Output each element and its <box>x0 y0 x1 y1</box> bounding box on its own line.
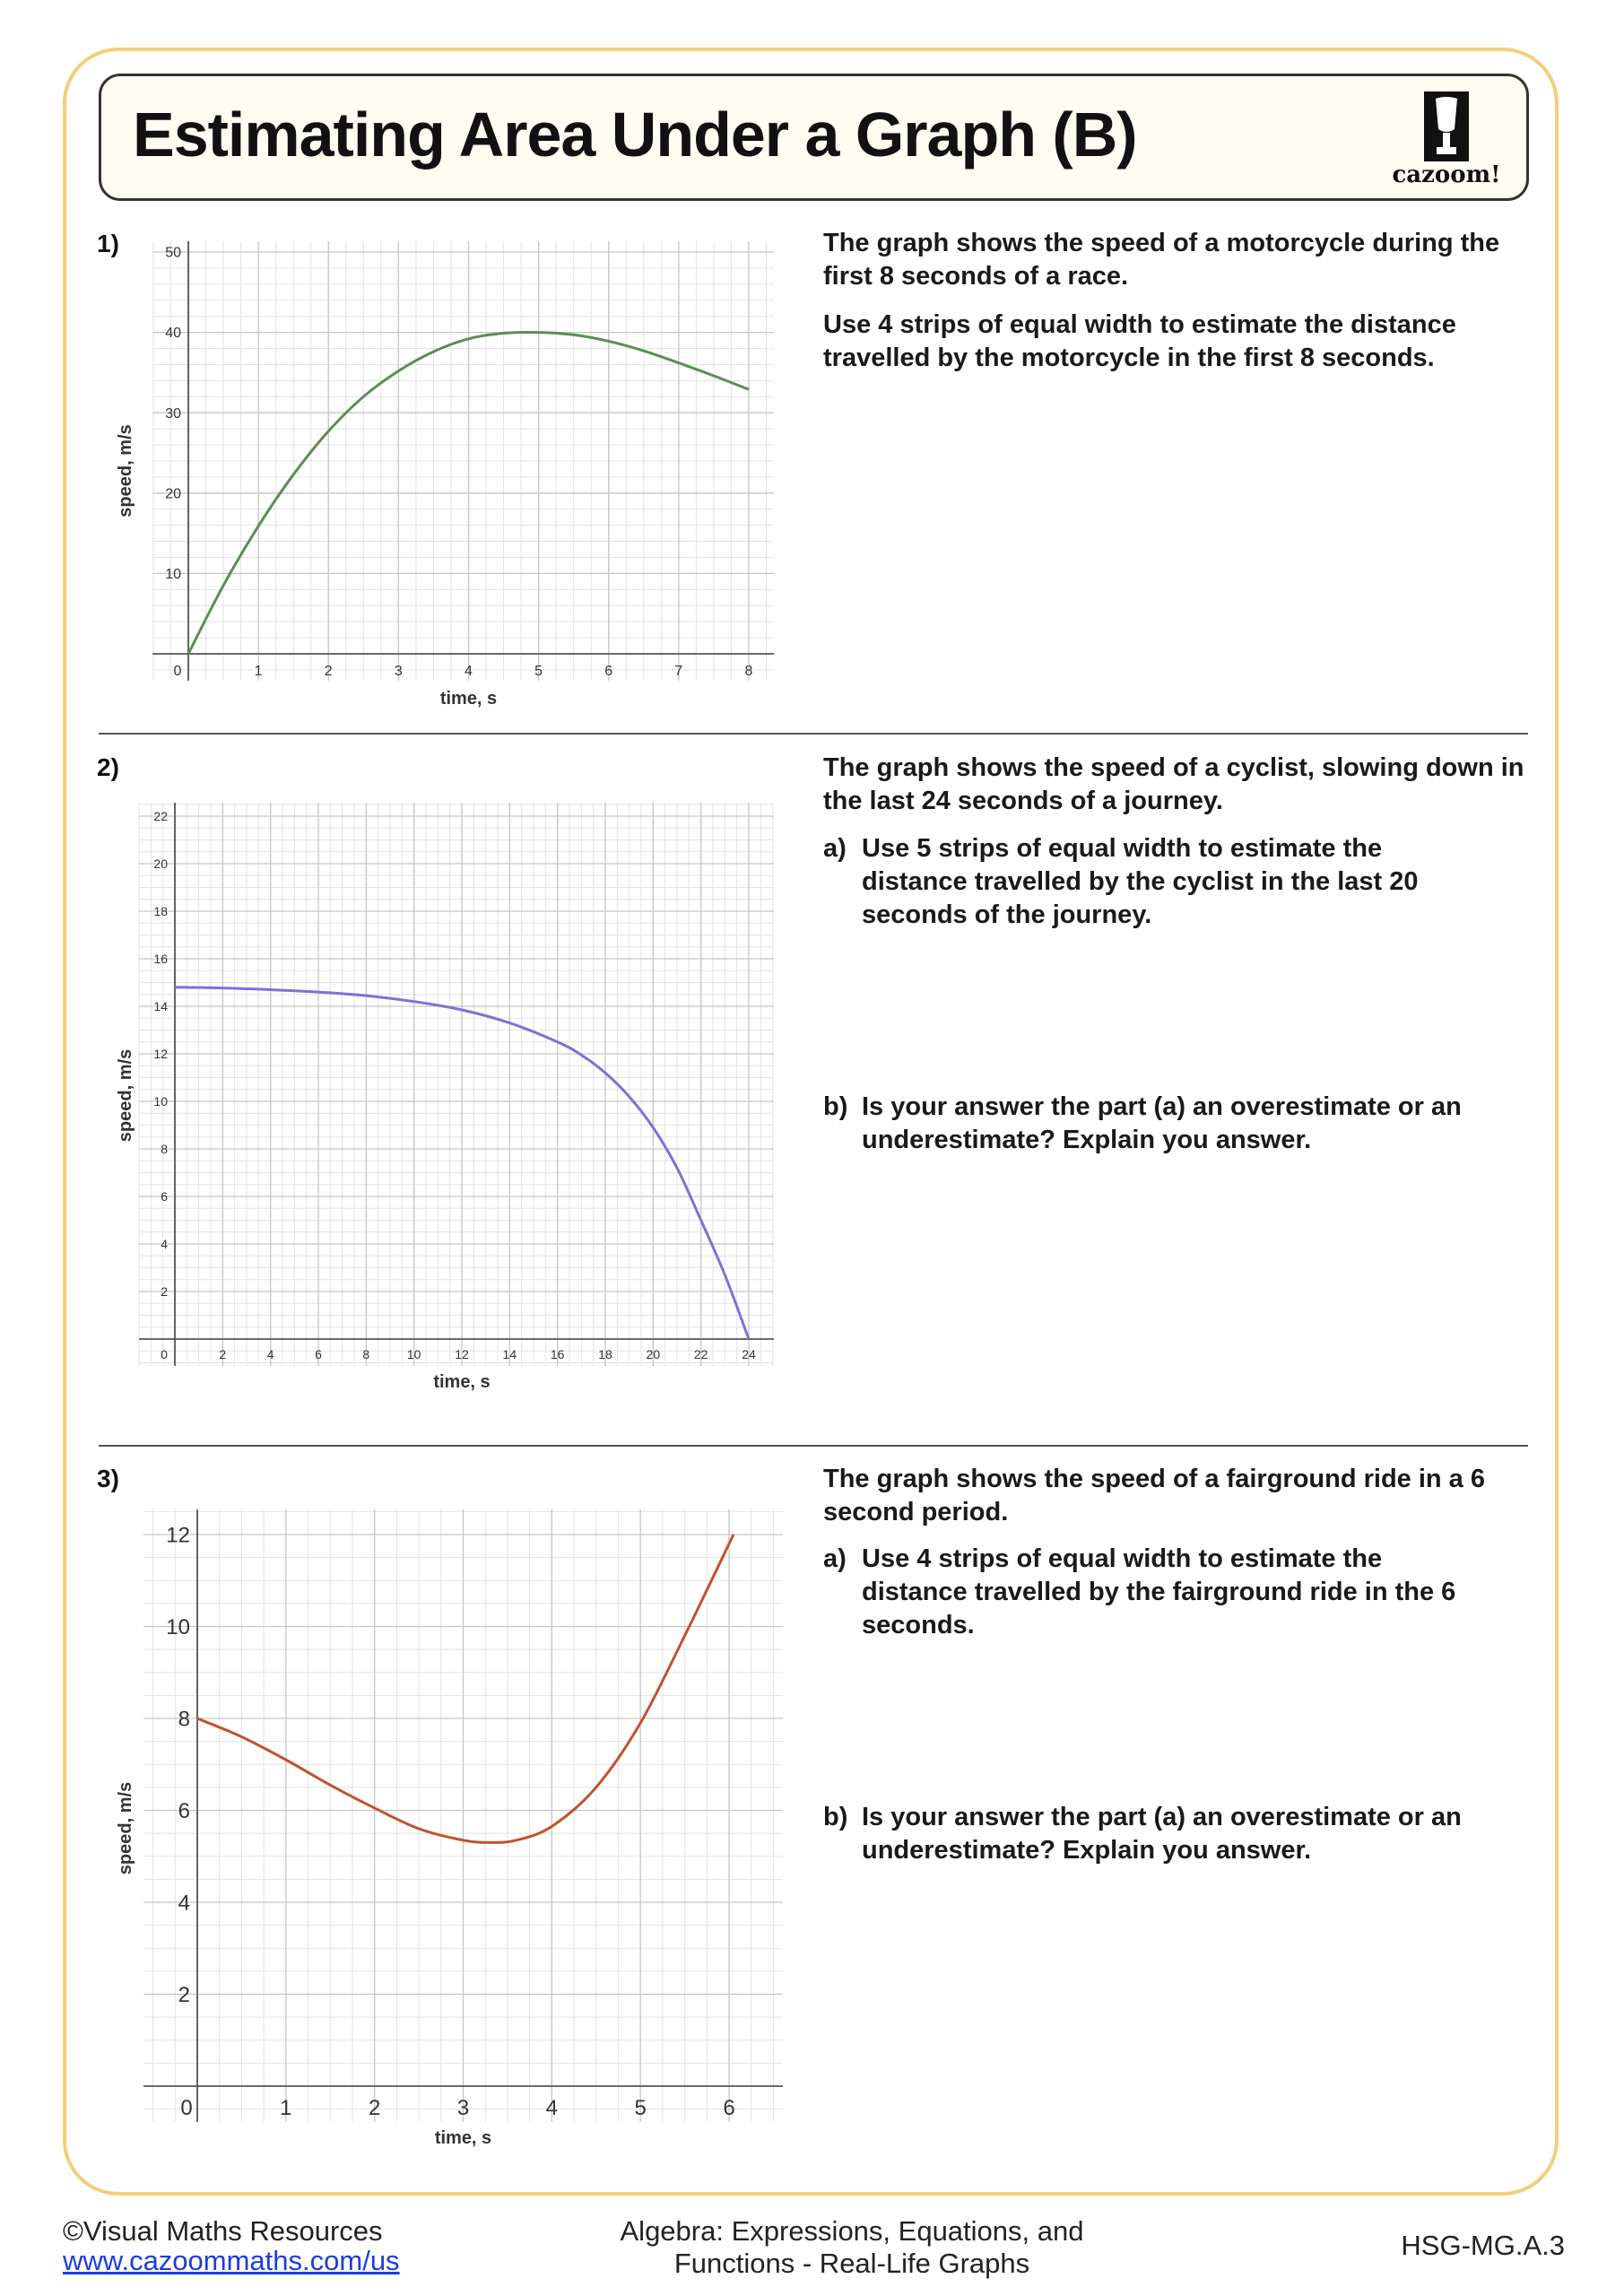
question-2-part-a <box>823 832 1541 932</box>
footer-topic-line: Algebra: Expressions, Equations, and <box>620 2215 1084 2247</box>
x-tick-label: 2 <box>219 1347 227 1361</box>
x-tick-label: 4 <box>545 2096 559 2120</box>
x-tick-label: 12 <box>455 1347 469 1361</box>
cazoom-logo <box>1388 90 1505 190</box>
y-tick-label: 20 <box>153 856 168 871</box>
y-tick-label: 18 <box>153 903 168 918</box>
x-tick-label: 7 <box>674 664 683 679</box>
graph-2-cyclist <box>112 780 785 1408</box>
x-tick-label: 8 <box>362 1347 370 1361</box>
x-tick-label: 6 <box>604 664 613 679</box>
y-tick-label: 50 <box>165 245 181 261</box>
question-1-paragraph: The graph shows the speed of a motorcycle during the first 8 seconds of a race. <box>823 229 1500 291</box>
x-tick-label: 16 <box>550 1347 565 1361</box>
footer-website-link[interactable]: www.cazoommaths.com/us <box>63 2245 400 2276</box>
x-tick-label: 22 <box>693 1347 708 1361</box>
x-tick-label: 1 <box>254 664 263 679</box>
x-tick-label: 1 <box>280 2096 292 2120</box>
x-tick-label: 5 <box>534 664 543 679</box>
y-tick-label: 8 <box>178 1707 190 1732</box>
y-tick-label: 10 <box>165 567 181 582</box>
y-tick-label: 10 <box>153 1093 168 1109</box>
graph-1-motorcycle <box>112 220 785 722</box>
y-tick-label: 20 <box>165 486 181 502</box>
x-axis-label: time, s <box>439 689 498 709</box>
y-tick-label: 40 <box>165 326 181 342</box>
y-tick-label: 2 <box>178 1982 190 2007</box>
x-tick-label: 6 <box>723 2096 735 2120</box>
y-tick-label: 30 <box>165 405 181 422</box>
question-1-text <box>823 227 1532 390</box>
x-tick-label: 18 <box>598 1347 612 1361</box>
x-tick-label: 0 <box>180 2096 193 2120</box>
part-label: b) <box>823 1092 848 1121</box>
trophy-icon <box>1422 90 1471 163</box>
y-axis-label: speed, m/s <box>116 1781 135 1875</box>
y-tick-label: 6 <box>178 1798 190 1823</box>
question-3-intro: The graph shows the speed of a fairground ride in a 6 second period. <box>823 1465 1485 1526</box>
x-tick-label: 5 <box>634 2096 647 2120</box>
x-tick-label: 4 <box>465 664 473 679</box>
y-tick-label: 6 <box>161 1188 168 1204</box>
question-2-number: 2) <box>97 753 119 781</box>
question-3-part-b <box>823 1801 1541 1867</box>
part-text: Is your answer the part (a) an overestimate or an underestimate? Explain you answer. <box>862 1092 1462 1154</box>
y-tick-label: 14 <box>153 998 168 1013</box>
question-2-intro: The graph shows the speed of a cyclist, slowing down in the last 24 seconds of a journey. <box>823 753 1524 815</box>
x-tick-label: 4 <box>266 1347 274 1361</box>
y-tick-label: 12 <box>153 1046 168 1061</box>
x-axis-label: time, s <box>433 1372 491 1392</box>
question-3-number: 3) <box>97 1465 119 1492</box>
footer-topic-line: Functions - Real-Life Graphs <box>673 2248 1030 2279</box>
y-tick-label: 22 <box>153 808 168 823</box>
page-title: Estimating Area Under a Graph (B) <box>133 100 1137 170</box>
x-tick-label: 24 <box>742 1347 756 1361</box>
x-tick-label: 2 <box>324 664 333 679</box>
part-text: Use 5 strips of equal width to estimate the distance travelled by the cyclist in the last 20 seconds of the journey. <box>862 834 1419 929</box>
x-tick-label: 3 <box>456 2096 470 2120</box>
question-1-number: 1) <box>97 230 119 257</box>
x-axis-label: time, s <box>434 2128 492 2148</box>
y-tick-label: 2 <box>161 1283 168 1299</box>
x-tick-label: 8 <box>744 664 753 679</box>
part-text: Is your answer the part (a) an overestimate or an underestimate? Explain you answer. <box>862 1803 1462 1865</box>
y-axis-label: speed, m/s <box>116 1048 135 1143</box>
part-label: a) <box>823 834 847 863</box>
x-tick-label: 6 <box>315 1347 322 1361</box>
y-axis-label: speed, m/s <box>116 424 135 517</box>
x-tick-label: 0 <box>161 1347 168 1361</box>
x-tick-label: 2 <box>368 2096 381 2120</box>
part-label: b) <box>823 1803 848 1831</box>
y-tick-label: 8 <box>161 1141 168 1156</box>
footer-topic <box>556 2215 1148 2280</box>
x-tick-label: 14 <box>502 1347 517 1361</box>
section-divider <box>99 733 1528 735</box>
part-text: Use 4 strips of equal width to estimate the distance travelled by the fairground ride in the 6 seconds. <box>862 1544 1456 1639</box>
logo-text: cazoom! <box>1392 161 1501 188</box>
y-tick-label: 16 <box>153 951 168 966</box>
question-1-paragraph: Use 4 strips of equal width to estimate the distance travelled by the motorcycle in the first 8 seconds. <box>823 310 1456 372</box>
question-3-part-a <box>823 1543 1541 1642</box>
x-tick-label: 0 <box>173 664 182 679</box>
x-tick-label: 20 <box>646 1347 661 1361</box>
y-tick-label: 4 <box>178 1891 190 1916</box>
footer-standard: HSG-MG.A.3 <box>1401 2230 1565 2261</box>
question-2-part-b <box>823 1091 1541 1157</box>
x-tick-label: 10 <box>406 1347 421 1361</box>
y-tick-label: 12 <box>166 1523 190 1548</box>
x-tick-label: 3 <box>394 664 403 679</box>
section-divider <box>99 1445 1528 1447</box>
part-label: a) <box>823 1544 847 1573</box>
y-tick-label: 10 <box>166 1614 190 1639</box>
graph-3-fairground <box>112 1493 803 2161</box>
y-tick-label: 4 <box>161 1236 168 1251</box>
footer-copyright: ©Visual Maths Resources <box>63 2215 383 2247</box>
